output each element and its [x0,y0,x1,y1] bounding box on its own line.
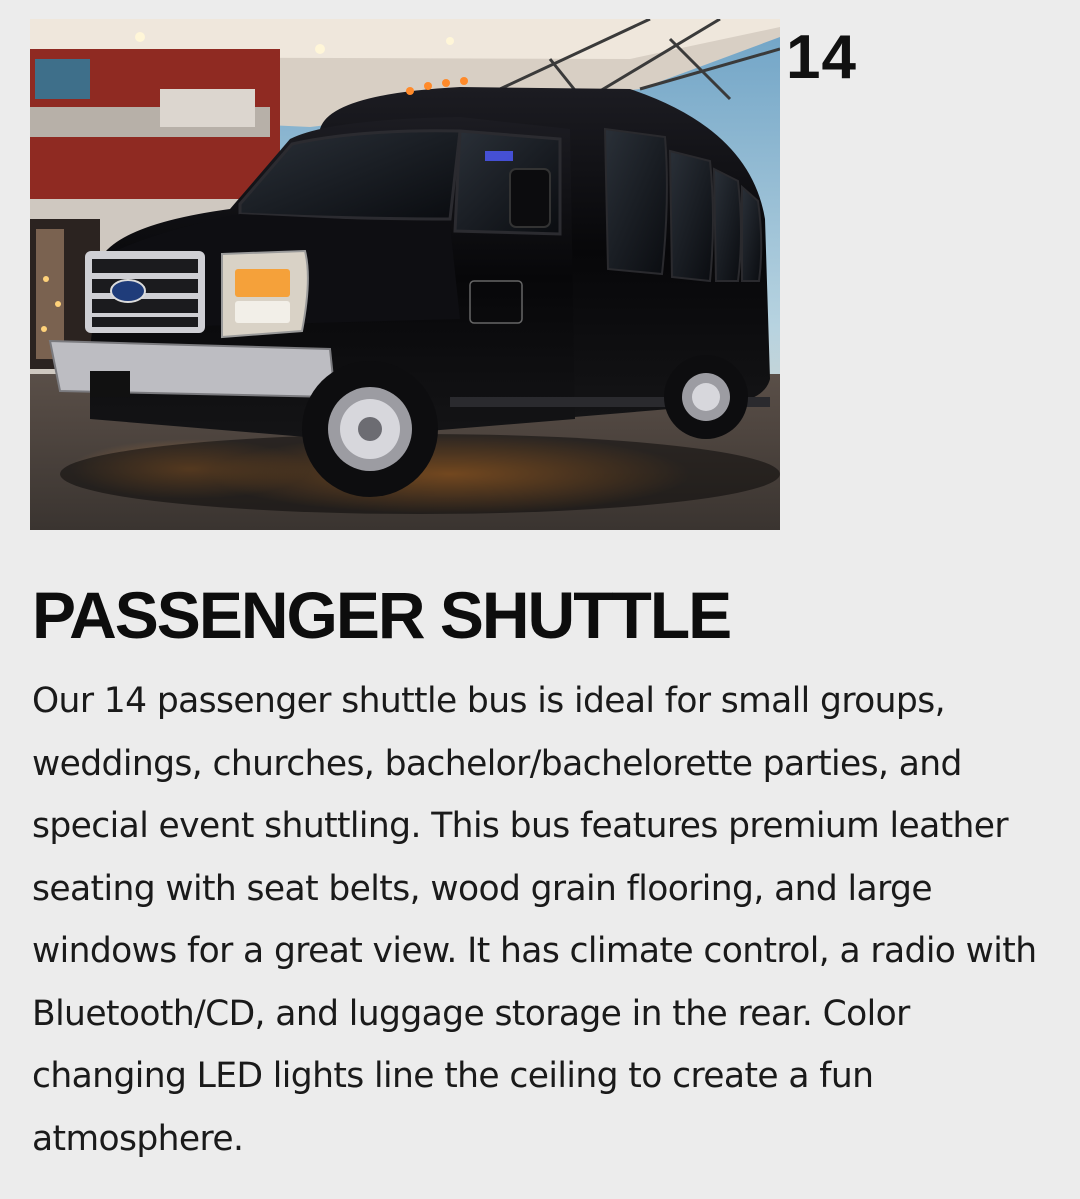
vehicle-title: PASSENGER SHUTTLE [32,578,731,652]
vehicle-description: Our 14 passenger shuttle bus is ideal for small groups, weddings, churches, bachelor/bachelorette parties, and special event shuttling. This bus features premium leather seating with seat belts, wood grain flooring, and large windows for a great view. It has climate control, a radio with Bluetooth/CD, and luggage storage in the rear. Color changing LED lights line the ceiling to create a fun atmosphere. [32,681,1037,1159]
shuttle-bus-photo [30,19,780,530]
passenger-capacity: 14 [786,23,857,92]
